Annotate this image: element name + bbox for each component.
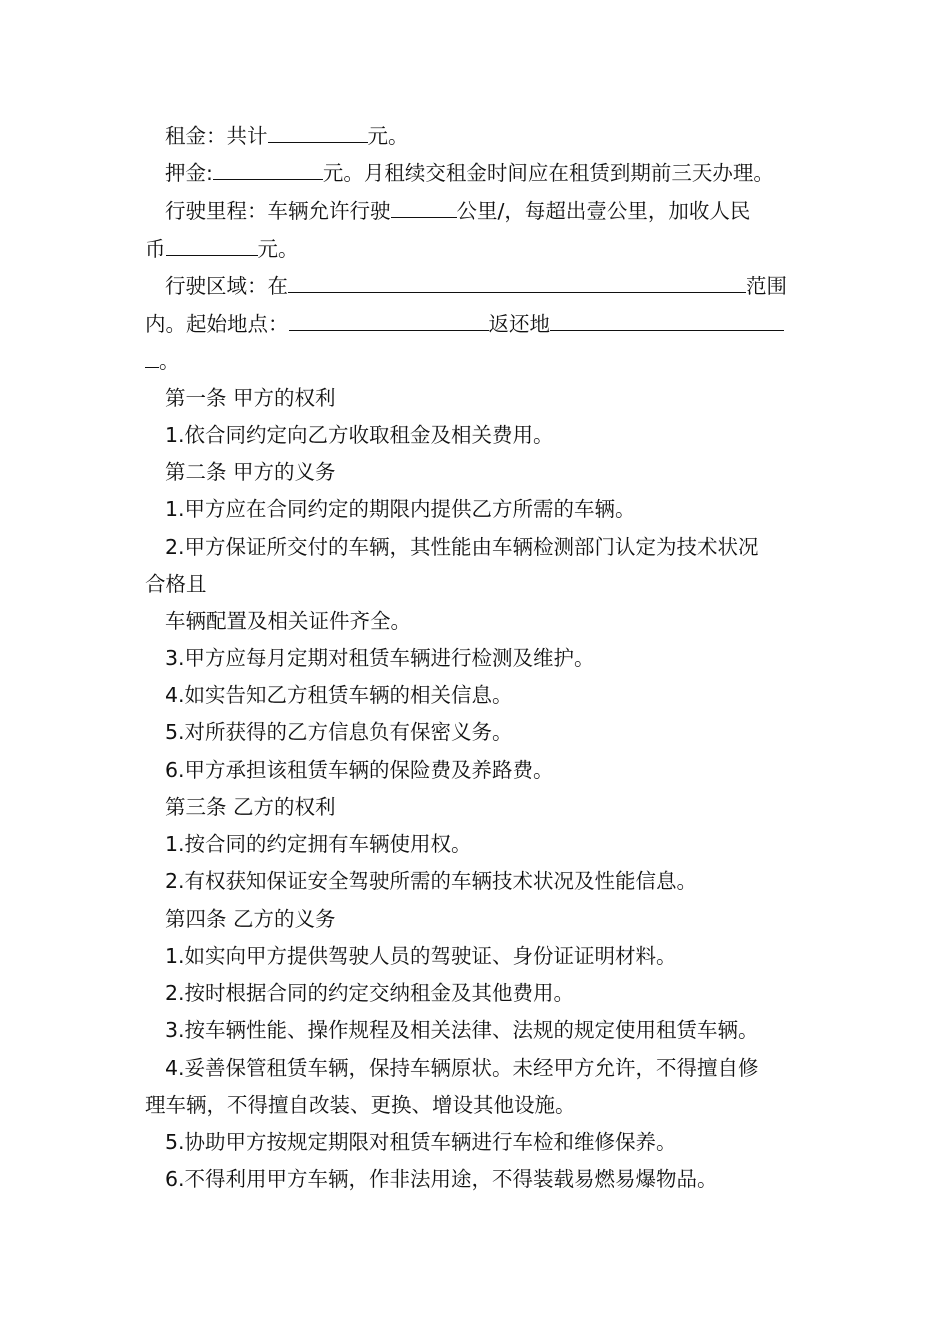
list-item: 车辆配置及相关证件齐全。 bbox=[165, 609, 411, 633]
list-item: 4.妥善保管租赁车辆，保持车辆原状。未经甲方允许，不得擅自修 bbox=[165, 1056, 759, 1080]
article-heading: 第二条 甲方的义务 bbox=[165, 460, 336, 484]
article-heading: 第四条 乙方的义务 bbox=[165, 907, 336, 931]
mileage-line bbox=[165, 197, 835, 225]
list-item: 1.如实向甲方提供驾驶人员的驾驶证、身份证证明材料。 bbox=[165, 944, 677, 968]
article-heading: 第三条 乙方的权利 bbox=[165, 795, 336, 819]
rent-line bbox=[165, 122, 835, 150]
list-item: 5.协助甲方按规定期限对租赁车辆进行车检和维修保养。 bbox=[165, 1130, 677, 1154]
deposit-label: 押金: bbox=[165, 161, 213, 185]
area-blank bbox=[288, 272, 746, 293]
mileage-mid: 公里/，每超出壹公里，加收人民 bbox=[456, 199, 751, 223]
article-heading: 第一条 甲方的权利 bbox=[165, 386, 336, 410]
return-blank bbox=[550, 310, 784, 331]
rent-suffix: 元。 bbox=[367, 124, 409, 148]
rent-blank bbox=[268, 122, 368, 143]
list-item: 2.按时根据合同的约定交纳租金及其他费用。 bbox=[165, 981, 575, 1005]
list-item: 合格且 bbox=[145, 572, 207, 596]
start-label: 内。起始地点： bbox=[145, 312, 289, 336]
mileage-prefix: 币 bbox=[145, 237, 166, 261]
start-blank bbox=[289, 310, 489, 331]
list-item: 理车辆，不得擅自改装、更换、增设其他设施。 bbox=[145, 1093, 576, 1117]
deposit-suffix: 元。月租续交租金时间应在租赁到期前三天办理。 bbox=[322, 161, 774, 185]
list-item: 1.按合同的约定拥有车辆使用权。 bbox=[165, 832, 472, 856]
mileage-suffix: 元。 bbox=[257, 237, 299, 261]
return-label: 返还地 bbox=[488, 312, 550, 336]
deposit-blank bbox=[213, 159, 323, 180]
area-suffix: 范围 bbox=[746, 274, 787, 298]
list-item: 2.甲方保证所交付的车辆，其性能由车辆检测部门认定为技术状况 bbox=[165, 535, 759, 559]
area-line-2 bbox=[145, 310, 815, 338]
mileage-blank bbox=[391, 197, 457, 218]
return-blank-cont bbox=[145, 347, 159, 368]
mileage-line-2 bbox=[145, 235, 815, 263]
area-end: 。 bbox=[159, 349, 180, 373]
list-item: 5.对所获得的乙方信息负有保密义务。 bbox=[165, 720, 513, 744]
area-label: 行驶区域：在 bbox=[165, 274, 288, 298]
mileage-fee-blank bbox=[166, 235, 258, 256]
area-line-3 bbox=[145, 347, 815, 375]
list-item: 2.有权获知保证安全驾驶所需的车辆技术状况及性能信息。 bbox=[165, 869, 698, 893]
mileage-label: 行驶里程：车辆允许行驶 bbox=[165, 199, 391, 223]
rent-label: 租金：共计 bbox=[165, 124, 268, 148]
list-item: 1.甲方应在合同约定的期限内提供乙方所需的车辆。 bbox=[165, 497, 636, 521]
list-item: 6.甲方承担该租赁车辆的保险费及养路费。 bbox=[165, 758, 554, 782]
area-line bbox=[165, 272, 835, 300]
list-item: 4.如实告知乙方租赁车辆的相关信息。 bbox=[165, 683, 513, 707]
list-item: 1.依合同约定向乙方收取租金及相关费用。 bbox=[165, 423, 554, 447]
list-item: 3.按车辆性能、操作规程及相关法律、法规的规定使用租赁车辆。 bbox=[165, 1018, 759, 1042]
list-item: 6.不得利用甲方车辆，作非法用途，不得装载易燃易爆物品。 bbox=[165, 1167, 718, 1191]
list-item: 3.甲方应每月定期对租赁车辆进行检测及维护。 bbox=[165, 646, 595, 670]
deposit-line bbox=[165, 159, 835, 187]
